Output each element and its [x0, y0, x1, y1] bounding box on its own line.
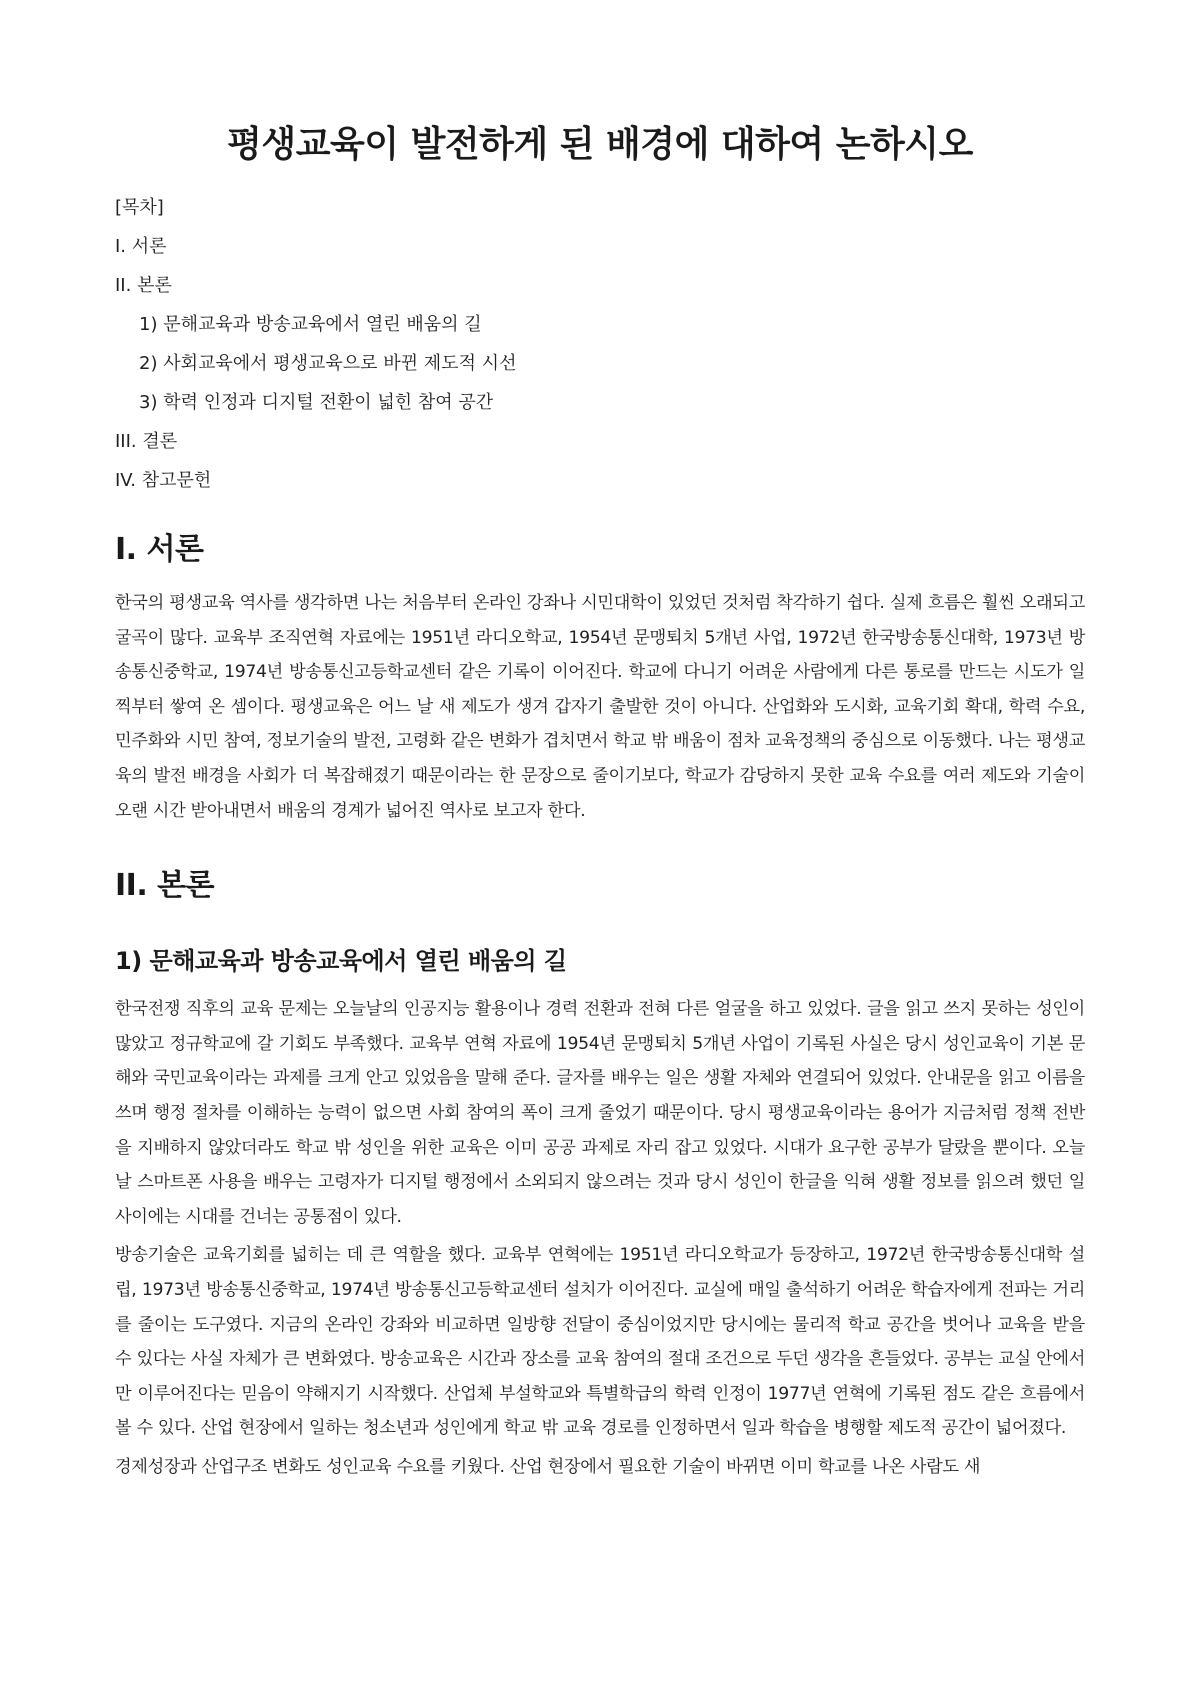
- intro-paragraph: 한국의 평생교육 역사를 생각하면 나는 처음부터 온라인 강좌나 시민대학이 있었던 것처럼 착각하기 쉽다. 실제 흐름은 훨씬 오래되고 굴곡이 많다. 교육부 조직연혁 자료에는 1951년 라디오학교, 1954년 문맹퇴치 5개년 사업, 1972년 한국방송통신대학, 1973년 방송통신중학교, 1974년 방송통신고등학교센터 같은 기록이 이어진다. 학교에 다니기 어려운 사람에게 다른 통로를 만드는 시도가 일찍부터 쌓여 온 셈이다. 평생교육은 어느 날 새 제도가 생겨 갑자기 출발한 것이 아니다. 산업화와 도시화, 교육기회 확대, 학력 수요, 민주화와 시민 참여, 정보기술의 발전, 고령화 같은 변화가 겹치면서 학교 밖 배움이 점차 교육정책의 중심으로 이동했다. 나는 평생교육의 발전 배경을 사회가 더 복잡해졌기 때문이라는 한 문장으로 줄이기보다, 학교가 감당하지 못한 교육 수요를 여러 제도와 기술이 오랜 시간 받아내면서 배움의 경계가 넓어진 역사로 보고자 한다.: [115, 593, 1085, 821]
- toc-item-body: II. 본론: [115, 275, 172, 296]
- toc-item-body-3: 3) 학력 인정과 디지털 전환이 넓힌 참여 공간: [139, 392, 494, 413]
- subsection-heading-literacy-broadcast: 1) 문해교육과 방송교육에서 열린 배움의 길: [115, 947, 567, 976]
- document-title: 평생교육이 발전하게 된 배경에 대하여 논하시오: [227, 124, 973, 165]
- section-heading-intro: I. 서론: [115, 532, 204, 567]
- toc-item-body-1: 1) 문해교육과 방송교육에서 열린 배움의 길: [139, 314, 482, 335]
- section-heading-body: II. 본론: [115, 868, 215, 904]
- table-of-contents: [115, 188, 1085, 500]
- toc-item-conclusion: III. 결론: [115, 431, 178, 452]
- toc-item-body-2: 2) 사회교육에서 평생교육으로 바뀐 제도적 시선: [139, 353, 517, 374]
- toc-label: [목차]: [115, 197, 164, 218]
- toc-item-references: IV. 참고문헌: [115, 470, 212, 491]
- toc-item-intro: I. 서론: [115, 236, 167, 257]
- body-paragraph: 경제성장과 산업구조 변화도 성인교육 수요를 키웠다. 산업 현장에서 필요한 기술이 바뀌면 이미 학교를 나온 사람도 새: [115, 1456, 981, 1477]
- body-paragraph: 방송기술은 교육기회를 넓히는 데 큰 역할을 했다. 교육부 연혁에는 1951년 라디오학교가 등장하고, 1972년 한국방송통신대학 설립, 1973년 방송통신중학교, 1974년 방송통신고등학교센터 설치가 이어진다. 교실에 매일 출석하기 어려운 학습자에게 전파는 거리를 줄이는 도구였다. 지금의 온라인 강좌와 비교하면 일방향 전달이 중심이었지만 당시에는 물리적 학교 공간을 벗어나 교육을 받을 수 있다는 사실 자체가 큰 변화였다. 방송교육은 시간과 장소를 교육 참여의 절대 조건으로 두던 생각을 흔들었다. 공부는 교실 안에서만 이루어진다는 믿음이 약해지기 시작했다. 산업체 부설학교와 특별학급의 학력 인정이 1977년 연혁에 기록된 점도 같은 흐름에서 볼 수 있다. 산업 현장에서 일하는 청소년과 성인에게 학교 밖 교육 경로를 인정하면서 일과 학습을 병행할 제도적 공간이 넓어졌다.: [115, 1245, 1085, 1439]
- body-paragraph: 한국전쟁 직후의 교육 문제는 오늘날의 인공지능 활용이나 경력 전환과 전혀 다른 얼굴을 하고 있었다. 글을 읽고 쓰지 못하는 성인이 많았고 정규학교에 갈 기회도 부족했다. 교육부 연혁 자료에 1954년 문맹퇴치 5개년 사업이 기록된 사실은 당시 성인교육이 기본 문해와 국민교육이라는 과제를 크게 안고 있었음을 말해 준다. 글자를 배우는 일은 생활 자체와 연결되어 있었다. 안내문을 읽고 이름을 쓰며 행정 절차를 이해하는 능력이 없으면 사회 참여의 폭이 크게 줄었기 때문이다. 당시 평생교육이라는 용어가 지금처럼 정책 전반을 지배하지 않았더라도 학교 밖 성인을 위한 교육은 이미 공공 과제로 자리 잡고 있었다. 시대가 요구한 공부가 달랐을 뿐이다. 오늘날 스마트폰 사용을 배우는 고령자가 디지털 행정에서 소외되지 않으려는 것과 당시 성인이 한글을 익혀 생활 정보를 읽으려 했던 일 사이에는 시대를 건너는 공통점이 있다.: [115, 999, 1085, 1227]
